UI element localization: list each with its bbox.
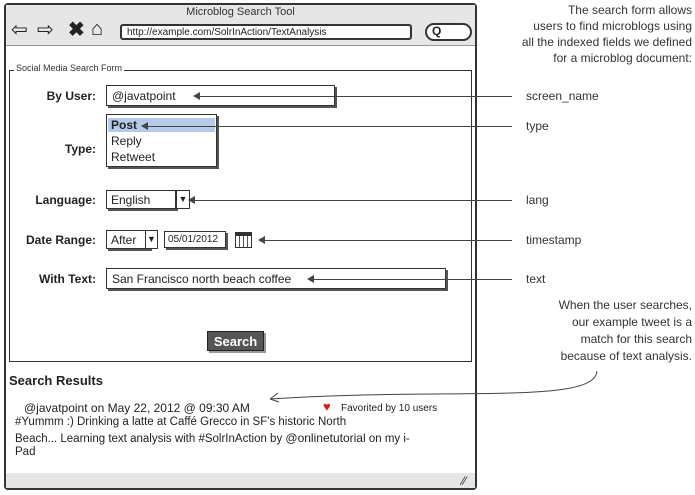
arrow-head-icon	[141, 122, 148, 130]
arrow-head-icon	[193, 92, 200, 100]
search-button[interactable]: Search	[207, 331, 264, 351]
type-option-retweet[interactable]: Retweet	[111, 150, 156, 164]
form-legend: Social Media Search Form	[16, 63, 123, 73]
match-note	[490, 297, 692, 365]
arrow-head-icon	[258, 236, 265, 244]
result-user-link[interactable]: @javatpoint	[24, 401, 88, 415]
result-date: on May 22, 2012 @ 09:30 AM	[90, 401, 250, 415]
by-user-label: By User:	[46, 89, 96, 103]
arrow-screen-name	[200, 96, 512, 97]
heart-icon[interactable]: ♥	[323, 399, 331, 414]
browser-search-box[interactable]	[425, 23, 472, 41]
chevron-down-icon[interactable]: ▼	[145, 230, 158, 249]
date-value: 05/01/2012	[168, 234, 219, 245]
type-label: Type:	[64, 142, 96, 156]
chevron-down-icon[interactable]: ▼	[176, 190, 190, 209]
date-op-value: After	[111, 233, 137, 247]
result-text-part: on my i-	[368, 433, 410, 445]
match-note-line: When the user searches,	[558, 298, 692, 312]
intro-note	[480, 2, 692, 66]
type-option-post[interactable]: Post	[111, 118, 138, 132]
note-type: type	[526, 119, 549, 133]
home-icon[interactable]: ⌂	[91, 18, 104, 40]
with-text-value: San Francisco north beach coffee	[112, 272, 292, 286]
window-title: Microblog Search Tool	[186, 6, 295, 18]
note-screen-name: screen_name	[526, 89, 599, 103]
back-arrow-icon[interactable]: ⇦	[11, 19, 28, 41]
arrow-text	[314, 279, 512, 280]
results-title: Search Results	[9, 373, 103, 388]
mention-link[interactable]: @onlinetutorial	[285, 431, 366, 445]
type-listbox[interactable]	[106, 114, 217, 167]
match-note-line: our example tweet is a	[571, 315, 692, 329]
result-text-line: #Yummm :) Drinking a latte at Caffé Grecco in SF's historic North	[15, 416, 347, 428]
result-text-line	[15, 431, 410, 445]
arrow-lang	[195, 200, 512, 201]
calendar-icon[interactable]	[235, 232, 252, 248]
status-bar	[6, 473, 475, 488]
with-text-label: With Text:	[39, 272, 96, 286]
match-note-line: match for this search	[580, 332, 692, 346]
date-input[interactable]	[164, 231, 226, 248]
language-label: Language:	[35, 193, 96, 207]
note-timestamp: timestamp	[526, 233, 582, 247]
date-range-label: Date Range:	[25, 233, 96, 247]
forward-arrow-icon[interactable]: ⇨	[37, 19, 54, 41]
result-text-line: Pad	[15, 446, 36, 458]
arrow-head-icon	[307, 275, 314, 283]
language-value: English	[111, 193, 151, 207]
arrow-head-icon	[188, 196, 195, 204]
result-header	[24, 401, 250, 415]
language-select[interactable]	[106, 190, 176, 209]
resize-grip-icon[interactable]: ⁄⁄	[462, 474, 467, 488]
result-text-part: Beach... Learning text analysis with #SolrInAction by	[15, 433, 283, 445]
note-text: text	[526, 272, 546, 286]
intro-line: all the indexed fields we defined	[521, 35, 692, 49]
close-x-icon[interactable]: ✖	[68, 19, 85, 41]
intro-line: users to find microblogs using	[533, 19, 692, 33]
type-option-reply[interactable]: Reply	[111, 134, 142, 148]
arrow-type	[148, 126, 512, 127]
by-user-value: @javatpoint	[112, 89, 176, 103]
intro-line: for a microblog document:	[553, 51, 692, 65]
toolbar-divider	[6, 45, 475, 46]
date-op-select[interactable]	[106, 230, 150, 249]
search-form	[9, 70, 472, 362]
intro-line: The search form allows	[567, 3, 692, 17]
address-bar[interactable]: http://example.com/SolrInAction/TextAnalysis	[120, 24, 412, 40]
magnifier-icon: Q	[432, 24, 442, 38]
match-note-line: because of text analysis.	[560, 349, 692, 363]
favorited-count: Favorited by 10 users	[341, 403, 438, 414]
note-lang: lang	[526, 193, 549, 207]
arrow-timestamp	[265, 240, 512, 241]
